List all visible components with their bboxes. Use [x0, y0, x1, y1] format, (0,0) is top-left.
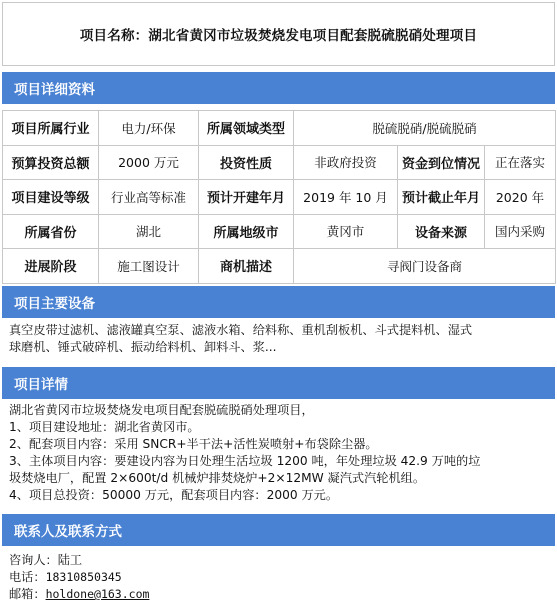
- contact-phone-label: 电话：: [9, 570, 46, 584]
- table-row: [3, 249, 556, 284]
- contact-phone-row: [9, 569, 553, 586]
- start-label: 预计开建年月: [199, 180, 294, 215]
- table-row: [3, 180, 556, 215]
- info-line: 3、主体项目内容：要建设内容为日处理生活垃圾 1200 吨，年处理垃圾 42.9 万吨的垃: [9, 454, 481, 468]
- funds-label: 资金到位情况: [398, 145, 485, 180]
- info-line: 4、项目总投资：50000 万元，配套项目内容：2000 万元。: [9, 488, 339, 502]
- end-value: 2020 年: [485, 180, 556, 215]
- table-row: [3, 145, 556, 180]
- source-label: 设备来源: [398, 214, 485, 249]
- info-line: 湖北省黄冈市垃圾焚烧发电项目配套脱硫脱硝处理项目，: [9, 403, 314, 417]
- info-line: 圾焚烧电厂，配置 2×600t/d 机械炉排焚烧炉+2×12MW 凝汽式汽轮机组。: [9, 471, 426, 485]
- contact-email-row: [9, 586, 553, 603]
- info-line: 2、配套项目内容：采用 SNCR+半干法+活性炭喷射+布袋除尘器。: [9, 437, 378, 451]
- contact-email-link[interactable]: holdone@163.com: [45, 587, 150, 601]
- province-value: 湖北: [99, 214, 199, 249]
- level-value: 行业高等标准: [99, 180, 199, 215]
- nature-value: 非政府投资: [294, 145, 398, 180]
- contact-email-label: 邮箱：: [9, 587, 46, 601]
- desc-label: 商机描述: [199, 249, 294, 284]
- contact-name-label: 咨询人：: [9, 553, 58, 567]
- funds-value: 正在落实: [485, 145, 556, 180]
- section-header-equipment: 项目主要设备: [2, 286, 555, 318]
- city-label: 所属地级市: [199, 214, 294, 249]
- contact-text: [9, 552, 553, 603]
- source-value: 国内采购: [485, 214, 556, 249]
- nature-label: 投资性质: [199, 145, 294, 180]
- table-row: [3, 214, 556, 249]
- section-header-info: 项目详情: [2, 367, 555, 399]
- end-label: 预计截止年月: [398, 180, 485, 215]
- industry-value: 电力/环保: [99, 111, 199, 146]
- budget-value: 2000 万元: [99, 145, 199, 180]
- start-value: 2019 年 10 月: [294, 180, 398, 215]
- details-table: [2, 110, 556, 284]
- section-header-contact: 联系人及联系方式: [2, 514, 555, 546]
- stage-value: 施工图设计: [99, 249, 199, 284]
- project-title: 项目名称：湖北省黄冈市垃圾焚烧发电项目配套脱硫脱硝处理项目: [2, 2, 555, 66]
- desc-value: 寻阀门设备商: [294, 249, 556, 284]
- contact-name-value: 陆工: [57, 553, 83, 567]
- contact-phone-value: 18310850345: [45, 570, 122, 584]
- equipment-text: [9, 322, 553, 356]
- field-value: 脱硫脱硝/脱硫脱硝: [294, 111, 556, 146]
- field-label: 所属领域类型: [199, 111, 294, 146]
- info-line: 1、项目建设地址：湖北省黄冈市。: [9, 420, 200, 434]
- city-value: 黄冈市: [294, 214, 398, 249]
- equipment-line: 真空皮带过滤机、滤液罐真空泵、滤液水箱、给料称、重机刮板机、斗式提料机、湿式: [9, 323, 473, 337]
- equipment-line: 球磨机、锤式破碎机、振动给料机、卸料斗、浆...: [9, 340, 277, 354]
- info-text: [9, 402, 553, 504]
- stage-label: 进展阶段: [3, 249, 99, 284]
- budget-label: 预算投资总额: [3, 145, 99, 180]
- level-label: 项目建设等级: [3, 180, 99, 215]
- industry-label: 项目所属行业: [3, 111, 99, 146]
- contact-name-row: [9, 552, 553, 569]
- section-header-details: 项目详细资料: [2, 72, 555, 104]
- table-row: [3, 111, 556, 146]
- province-label: 所属省份: [3, 214, 99, 249]
